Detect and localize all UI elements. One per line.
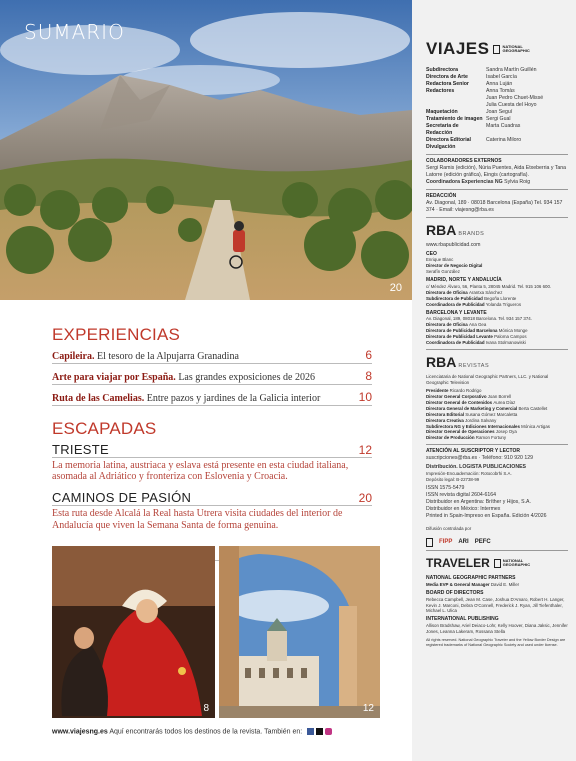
yellow-border-icon <box>494 559 501 568</box>
divider <box>426 444 568 445</box>
staff-role: Subdirectora <box>426 66 458 73</box>
person-entry: Subdirectora NG y Ediciones Internacionales Mónica Artigas <box>426 423 550 429</box>
footer-text: Aquí encontrarás todos los destinos de la revista. También en: <box>109 728 303 736</box>
partner-logos: Difusión controlada por <box>426 526 472 532</box>
person-entry: Coordinadora de Publicidad Yolanda Trigueros <box>426 301 522 307</box>
toc-feature-page: 20 <box>358 491 372 506</box>
section-heading-experiencias: EXPERIENCIAS <box>52 325 181 344</box>
person-entry: Directora de Oficina Ana Gea <box>426 322 487 328</box>
person-entry: Directora General de Marketing y Comercial Berta Castellet <box>426 405 548 411</box>
photo-page-number: 8 <box>203 703 209 714</box>
person-entry: Director General de Operaciones Josep Oya <box>426 429 517 435</box>
divider <box>426 217 568 218</box>
atencion-heading: ATENCIÓN AL SUSCRIPTOR Y LECTOR <box>426 448 520 455</box>
staff-name: Sandra Martín Guillén <box>486 66 537 73</box>
madrid-people <box>426 290 568 308</box>
hero-landscape-illustration <box>0 0 412 300</box>
yellow-border-icon <box>493 45 500 54</box>
website-link[interactable]: www.viajesng.es <box>52 728 108 736</box>
staff-role <box>426 102 486 109</box>
staff-role: Maquetación <box>426 109 458 116</box>
staff-role: Tratamiento de imagen <box>426 116 483 123</box>
divider <box>426 349 568 350</box>
staff-name: Juan Pedro Chuet-Missé <box>486 95 544 101</box>
toc-item-title: Ruta de las Camelias. <box>52 393 145 404</box>
rights-text: All rights reserved. National Geographic Traveler and the Yellow Border Design are registered trademarks of National Geographic Society and used under license. <box>426 638 566 648</box>
toc-feature-page: 12 <box>358 443 372 457</box>
national-geographic-logo: NATIONAL GEOGRAPHIC <box>494 559 530 568</box>
viajes-logo <box>426 38 568 61</box>
person-entry: Subdirectora de Publicidad Begoña Llorente <box>426 295 517 301</box>
toc-feature-description: La memoria latina, austriaca y eslava está presente en esta ciudad italiana, asomada al Adriático y fronteriza con Eslovenia y Croacia. <box>52 460 349 483</box>
person-entry: Director General de Contenidos Aurea Díaz <box>426 399 516 405</box>
staff-name: Joan Seguí <box>486 109 513 116</box>
fipp-logo: FIPP <box>439 539 453 546</box>
person-entry: Directora de Publicidad Barcelona Mónica Monge <box>426 328 528 334</box>
madrid-heading: MADRID, NORTE Y ANDALUCÍA <box>426 277 502 284</box>
colab-coord-name: Sylvia Roig <box>504 178 531 185</box>
rba-people <box>426 388 568 441</box>
intl-heading: INTERNATIONAL PUBLISHING <box>426 616 499 623</box>
page-title: SUMARIO <box>24 20 125 44</box>
staff-role: Redactora Senior <box>426 80 469 87</box>
staff-name: Sergi Gual <box>486 116 511 123</box>
person-entry: Directora de Publicidad Levante Paloma Campos <box>426 334 527 340</box>
photo-right <box>219 546 380 718</box>
staff-role: Secretaria de Redacción <box>426 123 459 137</box>
section-heading-escapadas: ESCAPADAS <box>52 419 157 438</box>
atencion-text: suscripciones@rba.es · Teléfono: 910 920 129 <box>426 455 533 462</box>
toc-item-subtitle: Las grandes exposiciones de 2026 <box>178 372 315 383</box>
colab-text: Sergi Ramis (edición), Núria Puentes, Aida Etxeberria y Tana Latorre (edición gráfica), Eingis (cartografía). <box>426 164 567 178</box>
ari-logo: ARI <box>458 539 469 546</box>
board-heading: BOARD OF DIRECTORS <box>426 589 484 596</box>
divider <box>426 154 568 155</box>
rba-brands-logo: RBA BRANDS <box>426 221 485 238</box>
person-entry: Directora de Oficina Arantxa Sánchez <box>426 289 503 295</box>
national-geographic-logo: NATIONAL GEOGRAPHIC <box>493 45 529 54</box>
rba-revistas-logo: RBA REVISTAS <box>426 354 490 371</box>
brand-name: VIAJES <box>426 39 490 58</box>
hero-image <box>0 0 412 300</box>
staff-list <box>426 67 568 151</box>
staff-name: Anna Tomàs <box>486 87 515 94</box>
toc-item-title: Arte para viajar por España. <box>52 372 176 383</box>
ceo-name: Enrique Blanc <box>426 257 454 263</box>
staff-name: Julia Cuesta del Hoyo <box>486 102 537 109</box>
photo-page-number: 12 <box>362 703 374 714</box>
toc-feature[interactable] <box>52 490 372 506</box>
facebook-icon[interactable] <box>307 728 314 735</box>
colab-coord-role: Coordinadora Experiencias NG <box>426 178 503 185</box>
toc-feature-description: Esta ruta desde Alcalá la Real hasta Utrera visita ciudades del interior de Andalucía que viven la Semana Santa de forma genuina. <box>52 508 343 531</box>
footer <box>52 728 332 735</box>
toc-item[interactable] <box>52 369 372 385</box>
photo-left <box>52 546 215 718</box>
bcn-heading: BARCELONA Y LEVANTE <box>426 309 487 316</box>
ceo-heading: CEO <box>426 250 437 257</box>
person-entry: Coordinadora de Publicidad Ivana Stolmanowiski <box>426 340 526 346</box>
staff-name: Marta Cuadras <box>486 123 521 130</box>
ng-logo-icon <box>426 538 433 547</box>
toc-feature-title: TRIESTE <box>52 442 109 457</box>
table-of-contents <box>52 326 372 561</box>
person-entry: Director de Producción Ramon Fortuny <box>426 435 507 441</box>
x-icon[interactable] <box>316 728 323 735</box>
staff-role: Directora de Arte <box>426 73 468 80</box>
person-entry: Directora Creativa Jordina Salvany <box>426 417 497 423</box>
toc-feature-title: CAMINOS DE PASIÓN <box>52 490 192 506</box>
divider <box>426 550 568 551</box>
hero-page-number: 20 <box>389 282 402 294</box>
staff-name: Caterina Miloro <box>486 137 522 144</box>
toc-item[interactable] <box>52 348 372 364</box>
toc-item-title: Capileira. <box>52 351 95 362</box>
person-entry: Directora Editorial Susana Gómez Marcaletta <box>426 411 518 417</box>
toc-item-page: 10 <box>358 390 372 404</box>
redaccion-heading: REDACCIÓN <box>426 192 457 199</box>
staff-name: Isabel García <box>486 73 517 80</box>
toc-item-subtitle: Entre pazos y jardines de la Galicia interior <box>146 393 321 404</box>
distrib-text: Distribución. LOGISTA PUBLICACIONES <box>426 464 527 471</box>
staff-role: Directora Editorial Divulgación <box>426 137 471 151</box>
toc-item-page: 6 <box>365 348 372 362</box>
toc-item[interactable] <box>52 390 372 406</box>
publicidad-url[interactable]: www.rbapublicidad.com <box>426 241 481 248</box>
arcade-illustration <box>219 546 380 718</box>
bcn-people <box>426 322 568 346</box>
ngp-heading: NATIONAL GEOGRAPHIC PARTNERS <box>426 575 516 582</box>
toc-feature[interactable] <box>52 442 372 458</box>
instagram-icon[interactable] <box>325 728 332 735</box>
staff-role: Redactores <box>426 87 455 94</box>
staff-name: Anna Luján <box>486 80 513 87</box>
masthead-panel: VIAJES NATIONAL GEOGRAPHIC Subdirectora Sandra Martín Guillén Directora de Arte Isabel García Redactora Senior Anna Luján Redactores Anna Tomàs Juan Pedro Chuet-Missé Julia Cuesta del Hoyo Maquetación Joan Seguí Tratamiento de imagen Sergi Gual Secretaria de Redacción Marta Cuadras Directora Editorial Divulgación Caterina Miloro COLABORADORES EXTERNOS Sergi Ramis (edición), Núria Puentes, Aida Etxeberria y Tana Latorre (edición gráfica), Eingis (cartografía). Coordinadora Experiencias NG Sylvia Roig REDACCIÓN Av. Diagonal, 189 · 08018 Barcelona (España) Tel. 934 157 374 · Email: viajesng@rba.es RBA BRANDS www.rbapublicidad.com CEO Enrique Blanc Director de Negocio Digital Serafín González MADRID, NORTE Y ANDALUCÍA c/ Méndez Álvaro, 56, Planta 5, 28045 Madrid. Tel. 915 106 600. Directora de Oficina Arantxa Sánchez Subdirectora de Publicidad Begoña Llorente Coordinadora de Publicidad Yolanda Trigueros BARCELONA Y LEVANTE Av. Diagonal, 189, 08018 Barcelona. Tel. 934 157 374. Directora de Oficina Ana Gea Directora de Publicidad Barcelona Mónica Monge Directora de Publicidad Levante Paloma Campos Coordinadora de Publicidad Ivana Stolmanowiski RBA REVISTAS Licenciataria de National Geographic Partners, LLC. y National Geographic Television Presidente Ricardo Rodrigo Director General Corporativo Joan Borrell Director General de Contenidos Aurea Díaz Directora General de Marketing y Comercial Berta Castellet Directora Editorial Susana Gómez Marcaletta Directora Creativa Jordina Salvany Subdirectora NG y Ediciones Internacionales Mónica Artigas Director General de Operaciones Josep Oya Director de Producción Ramon Fortuny ATENCIÓN AL SUSCRIPTOR Y LECTOR suscripciones@rba.es · Teléfono: 910 920 129 Distribución. LOGISTA PUBLICACIONES Impresión-Encuadernación: Rotocobrhi S.A. Depósito legal: B-22738-99 ISSN 1575-5479 ISSN revista digital 2604-6164 Distribuidor en Argentina: Bríther y Hijos, S.A. Distribuidor en México: Intermex Printed in Spain-Impreso en España. Edición 4/2026 Difusión controlada por FIPP ARI PEFC TRAVELER NATIONAL GEOGRAPHIC NATIONAL GEOGRAPHIC PARTNERS Media EVP & General Manager David E. Miller BOARD OF DIRECTORS Rebecca Campbell, Jean M. Case, Joshua D'Amaro, Robert H. Langer, Kevin J. Marconi, Debra O'Connell, Frederick J. Ryan, Jill Tiefenthaler, Michael L. Ulica INTERNATIONAL PUBLISHING Allison Bradshaw, Ariel Deiaco-Lohr, Kelly Hoover, Diana Jaksic, Jennifer Jones, Leanna Lakeram, Rossana Stella All rights reserved. National Geographic Traveler and the Yellow Border Design are registered trademarks of National Geographic Society and used under license. <box>412 0 576 761</box>
licencia-text: Licenciataria de National Geographic Partners, LLC. y National Geographic Television <box>426 374 549 385</box>
divider <box>426 189 568 190</box>
toc-item-subtitle: El tesoro de la Alpujarra Granadina <box>97 351 239 362</box>
colab-heading: COLABORADORES EXTERNOS <box>426 158 502 165</box>
partner-logo-row <box>426 538 568 547</box>
painting-illustration <box>52 546 215 718</box>
social-links <box>307 728 332 735</box>
toc-item-page: 8 <box>365 369 372 383</box>
person-entry: Director General Corporativo Joan Borrell <box>426 393 512 399</box>
staff-role <box>426 95 486 102</box>
pefc-logo: PEFC <box>474 539 491 546</box>
redaccion-text: Av. Diagonal, 189 · 08018 Barcelona (España) Tel. 934 157 374 · Email: viajesng@rba.es <box>426 199 563 213</box>
person-entry: Presidente Ricardo Rodrigo <box>426 387 482 393</box>
traveler-logo: TRAVELER NATIONAL GEOGRAPHIC <box>426 555 531 570</box>
